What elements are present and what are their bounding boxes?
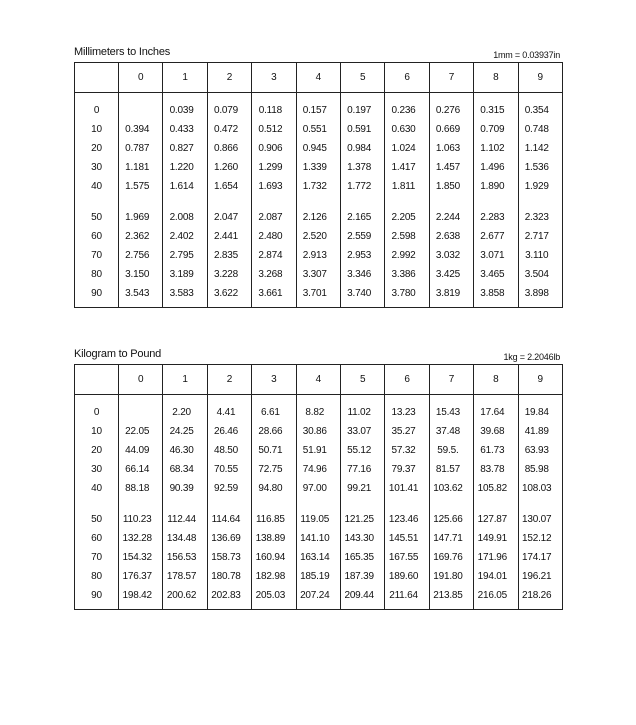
row-label: 40 xyxy=(91,181,102,192)
value-cell: 160.94 xyxy=(252,548,296,567)
value-cell: 143.30 xyxy=(340,529,384,548)
value-cell: 3.622 xyxy=(207,284,251,308)
column-header: 3 xyxy=(252,365,296,395)
row-label: 40 xyxy=(91,483,102,494)
value-cell: 0.512 xyxy=(252,120,296,139)
value-cell: 0.157 xyxy=(296,93,340,121)
value-cell: 50.71 xyxy=(252,441,296,460)
table-row xyxy=(75,246,563,265)
value-cell: 165.35 xyxy=(340,548,384,567)
value-cell: 77.16 xyxy=(340,460,384,479)
mm-to-inches-title: Millimeters to Inches xyxy=(74,46,171,58)
value-cell: 15.43 xyxy=(429,395,473,423)
value-cell: 74.96 xyxy=(296,460,340,479)
column-header: 9 xyxy=(518,63,562,93)
value-cell: 174.17 xyxy=(518,548,562,567)
mm-to-inches-section xyxy=(74,42,562,308)
column-header: 9 xyxy=(518,365,562,395)
value-cell: 1.693 xyxy=(252,177,296,196)
value-cell: 2.165 xyxy=(340,196,384,227)
value-cell: 163.14 xyxy=(296,548,340,567)
column-header: 0 xyxy=(119,63,163,93)
value-cell: 3.819 xyxy=(429,284,473,308)
value-cell: 158.73 xyxy=(207,548,251,567)
column-header: 2 xyxy=(207,365,251,395)
value-cell: 11.02 xyxy=(340,395,384,423)
value-cell: 1.811 xyxy=(385,177,429,196)
value-cell: 200.62 xyxy=(163,586,207,610)
column-header: 4 xyxy=(296,365,340,395)
value-cell: 22.05 xyxy=(119,422,163,441)
column-header: 6 xyxy=(385,365,429,395)
header-row xyxy=(75,63,563,93)
value-cell: 136.69 xyxy=(207,529,251,548)
column-header: 1 xyxy=(163,63,207,93)
column-header: 8 xyxy=(474,63,518,93)
value-cell: 1.732 xyxy=(296,177,340,196)
corner-cell xyxy=(75,365,119,395)
value-cell: 13.23 xyxy=(385,395,429,423)
column-header: 5 xyxy=(340,63,384,93)
value-cell: 2.717 xyxy=(518,227,562,246)
value-cell: 1.614 xyxy=(163,177,207,196)
value-cell: 1.457 xyxy=(429,158,473,177)
value-cell: 119.05 xyxy=(296,498,340,529)
value-cell: 116.85 xyxy=(252,498,296,529)
value-cell: 88.18 xyxy=(119,479,163,498)
value-cell: 2.559 xyxy=(340,227,384,246)
value-cell: 1.654 xyxy=(207,177,251,196)
value-cell: 1.299 xyxy=(252,158,296,177)
value-cell: 194.01 xyxy=(474,567,518,586)
value-cell: 2.362 xyxy=(119,227,163,246)
value-cell: 2.047 xyxy=(207,196,251,227)
table-row xyxy=(75,158,563,177)
value-cell: 2.402 xyxy=(163,227,207,246)
value-cell: 216.05 xyxy=(474,586,518,610)
value-cell: 1.181 xyxy=(119,158,163,177)
row-label: 30 xyxy=(91,162,102,173)
value-cell: 3.071 xyxy=(474,246,518,265)
value-cell: 72.75 xyxy=(252,460,296,479)
value-cell: 0.906 xyxy=(252,139,296,158)
table-row xyxy=(75,498,563,529)
value-cell: 3.661 xyxy=(252,284,296,308)
value-cell: 187.39 xyxy=(340,567,384,586)
value-cell: 90.39 xyxy=(163,479,207,498)
value-cell: 121.25 xyxy=(340,498,384,529)
value-cell: 134.48 xyxy=(163,529,207,548)
value-cell: 211.64 xyxy=(385,586,429,610)
row-label: 50 xyxy=(91,212,102,223)
value-cell: 0.433 xyxy=(163,120,207,139)
value-cell: 2.244 xyxy=(429,196,473,227)
value-cell: 0.630 xyxy=(385,120,429,139)
value-cell: 3.898 xyxy=(518,284,562,308)
value-cell: 1.496 xyxy=(474,158,518,177)
row-label: 70 xyxy=(91,250,102,261)
value-cell: 0.354 xyxy=(518,93,562,121)
value-cell: 2.598 xyxy=(385,227,429,246)
value-cell: 1.142 xyxy=(518,139,562,158)
column-header: 6 xyxy=(385,63,429,93)
value-cell: 3.150 xyxy=(119,265,163,284)
value-cell: 0.945 xyxy=(296,139,340,158)
value-cell: 4.41 xyxy=(207,395,251,423)
value-cell: 37.48 xyxy=(429,422,473,441)
value-cell: 0.591 xyxy=(340,120,384,139)
mm-to-inches-table xyxy=(74,62,563,308)
table-row xyxy=(75,177,563,196)
value-cell: 1.575 xyxy=(119,177,163,196)
value-cell: 79.37 xyxy=(385,460,429,479)
value-cell: 3.583 xyxy=(163,284,207,308)
value-cell: 2.756 xyxy=(119,246,163,265)
value-cell: 2.20 xyxy=(163,395,207,423)
value-cell: 112.44 xyxy=(163,498,207,529)
value-cell: 125.66 xyxy=(429,498,473,529)
table-row xyxy=(75,284,563,308)
value-cell: 17.64 xyxy=(474,395,518,423)
value-cell: 156.53 xyxy=(163,548,207,567)
value-cell: 51.91 xyxy=(296,441,340,460)
row-label: 80 xyxy=(91,269,102,280)
value-cell: 0.276 xyxy=(429,93,473,121)
value-cell: 0.984 xyxy=(340,139,384,158)
value-cell: 2.283 xyxy=(474,196,518,227)
column-header: 1 xyxy=(163,365,207,395)
value-cell: 0.315 xyxy=(474,93,518,121)
value-cell: 3.465 xyxy=(474,265,518,284)
value-cell: 110.23 xyxy=(119,498,163,529)
table-row xyxy=(75,548,563,567)
value-cell: 48.50 xyxy=(207,441,251,460)
kg-to-pound-header xyxy=(74,344,562,364)
value-cell: 145.51 xyxy=(385,529,429,548)
value-cell: 2.992 xyxy=(385,246,429,265)
value-cell: 81.57 xyxy=(429,460,473,479)
value-cell: 0.748 xyxy=(518,120,562,139)
value-cell: 1.378 xyxy=(340,158,384,177)
value-cell: 1.339 xyxy=(296,158,340,177)
value-cell: 6.61 xyxy=(252,395,296,423)
value-cell: 2.480 xyxy=(252,227,296,246)
table-row xyxy=(75,227,563,246)
corner-cell xyxy=(75,63,119,93)
value-cell: 3.425 xyxy=(429,265,473,284)
value-cell: 0.472 xyxy=(207,120,251,139)
value-cell: 57.32 xyxy=(385,441,429,460)
value-cell: 138.89 xyxy=(252,529,296,548)
kg-to-pound-factor: 1kg = 2.2046lb xyxy=(503,352,560,362)
table-row xyxy=(75,479,563,498)
value-cell: 3.543 xyxy=(119,284,163,308)
value-cell: 141.10 xyxy=(296,529,340,548)
value-cell: 101.41 xyxy=(385,479,429,498)
column-header: 8 xyxy=(474,365,518,395)
value-cell: 3.346 xyxy=(340,265,384,284)
value-cell: 35.27 xyxy=(385,422,429,441)
value-cell: 167.55 xyxy=(385,548,429,567)
row-label: 70 xyxy=(91,552,102,563)
table-row xyxy=(75,529,563,548)
value-cell: 70.55 xyxy=(207,460,251,479)
value-cell: 0.079 xyxy=(207,93,251,121)
value-cell: 59.5. xyxy=(429,441,473,460)
value-cell: 3.228 xyxy=(207,265,251,284)
row-label: 10 xyxy=(91,426,102,437)
value-cell: 1.417 xyxy=(385,158,429,177)
value-cell: 92.59 xyxy=(207,479,251,498)
value-cell: 3.780 xyxy=(385,284,429,308)
table-row xyxy=(75,265,563,284)
value-cell: 185.19 xyxy=(296,567,340,586)
value-cell: 97.00 xyxy=(296,479,340,498)
column-header: 0 xyxy=(119,365,163,395)
value-cell: 0.787 xyxy=(119,139,163,158)
value-cell: 1.929 xyxy=(518,177,562,196)
value-cell: 2.795 xyxy=(163,246,207,265)
value-cell: 46.30 xyxy=(163,441,207,460)
value-cell: 1.850 xyxy=(429,177,473,196)
table-row xyxy=(75,586,563,610)
value-cell: 99.21 xyxy=(340,479,384,498)
value-cell: 24.25 xyxy=(163,422,207,441)
value-cell: 3.701 xyxy=(296,284,340,308)
value-cell: 202.83 xyxy=(207,586,251,610)
value-cell: 147.71 xyxy=(429,529,473,548)
value-cell: 3.032 xyxy=(429,246,473,265)
value-cell: 1.772 xyxy=(340,177,384,196)
value-cell: 3.189 xyxy=(163,265,207,284)
value-cell: 3.110 xyxy=(518,246,562,265)
value-cell: 63.93 xyxy=(518,441,562,460)
row-label: 20 xyxy=(91,445,102,456)
value-cell: 108.03 xyxy=(518,479,562,498)
value-cell: 132.28 xyxy=(119,529,163,548)
table-row xyxy=(75,395,563,423)
table-row xyxy=(75,441,563,460)
value-cell: 209.44 xyxy=(340,586,384,610)
value-cell: 114.64 xyxy=(207,498,251,529)
value-cell: 3.307 xyxy=(296,265,340,284)
value-cell: 0.827 xyxy=(163,139,207,158)
column-header: 2 xyxy=(207,63,251,93)
kg-to-pound-section xyxy=(74,344,562,610)
row-label: 30 xyxy=(91,464,102,475)
table-row xyxy=(75,139,563,158)
value-cell: 2.205 xyxy=(385,196,429,227)
value-cell: 1.890 xyxy=(474,177,518,196)
value-cell: 178.57 xyxy=(163,567,207,586)
row-label: 90 xyxy=(91,590,102,601)
value-cell: 44.09 xyxy=(119,441,163,460)
table-row xyxy=(75,93,563,121)
value-cell: 218.26 xyxy=(518,586,562,610)
value-cell: 1.063 xyxy=(429,139,473,158)
value-cell: 2.087 xyxy=(252,196,296,227)
value-cell: 1.220 xyxy=(163,158,207,177)
value-cell: 55.12 xyxy=(340,441,384,460)
value-cell: 152.12 xyxy=(518,529,562,548)
value-cell: 123.46 xyxy=(385,498,429,529)
value-cell: 189.60 xyxy=(385,567,429,586)
row-label: 10 xyxy=(91,124,102,135)
value-cell: 2.835 xyxy=(207,246,251,265)
value-cell: 154.32 xyxy=(119,548,163,567)
table-row xyxy=(75,196,563,227)
value-cell: 66.14 xyxy=(119,460,163,479)
value-cell: 0.236 xyxy=(385,93,429,121)
value-cell: 171.96 xyxy=(474,548,518,567)
value-cell: 19.84 xyxy=(518,395,562,423)
value-cell: 205.03 xyxy=(252,586,296,610)
value-cell: 169.76 xyxy=(429,548,473,567)
value-cell: 0.118 xyxy=(252,93,296,121)
kg-to-pound-title: Kilogram to Pound xyxy=(74,348,162,360)
value-cell: 3.268 xyxy=(252,265,296,284)
table-row xyxy=(75,422,563,441)
value-cell: 105.82 xyxy=(474,479,518,498)
value-cell: 2.953 xyxy=(340,246,384,265)
row-label: 80 xyxy=(91,571,102,582)
value-cell: 68.34 xyxy=(163,460,207,479)
value-cell: 3.740 xyxy=(340,284,384,308)
value-cell: 196.21 xyxy=(518,567,562,586)
value-cell: 2.323 xyxy=(518,196,562,227)
value-cell: 2.677 xyxy=(474,227,518,246)
column-header: 7 xyxy=(429,365,473,395)
value-cell: 2.441 xyxy=(207,227,251,246)
value-cell: 0.039 xyxy=(163,93,207,121)
value-cell: 33.07 xyxy=(340,422,384,441)
value-cell: 8.82 xyxy=(296,395,340,423)
row-label: 0 xyxy=(93,407,100,418)
value-cell: 83.78 xyxy=(474,460,518,479)
value-cell: 213.85 xyxy=(429,586,473,610)
value-cell: 41.89 xyxy=(518,422,562,441)
column-header: 5 xyxy=(340,365,384,395)
value-cell: 127.87 xyxy=(474,498,518,529)
value-cell: 2.126 xyxy=(296,196,340,227)
table-row xyxy=(75,460,563,479)
header-row xyxy=(75,365,563,395)
value-cell: 26.46 xyxy=(207,422,251,441)
value-cell: 103.62 xyxy=(429,479,473,498)
value-cell: 176.37 xyxy=(119,567,163,586)
row-label: 90 xyxy=(91,288,102,299)
row-label: 20 xyxy=(91,143,102,154)
value-cell: 39.68 xyxy=(474,422,518,441)
value-cell: 30.86 xyxy=(296,422,340,441)
value-cell: 207.24 xyxy=(296,586,340,610)
value-cell xyxy=(119,93,163,121)
value-cell: 2.520 xyxy=(296,227,340,246)
table-row xyxy=(75,120,563,139)
value-cell: 1.024 xyxy=(385,139,429,158)
value-cell: 1.536 xyxy=(518,158,562,177)
column-header: 4 xyxy=(296,63,340,93)
value-cell: 1.969 xyxy=(119,196,163,227)
value-cell: 3.858 xyxy=(474,284,518,308)
value-cell: 0.197 xyxy=(340,93,384,121)
mm-to-inches-factor: 1mm = 0.03937in xyxy=(493,50,560,60)
value-cell xyxy=(119,395,163,423)
column-header: 3 xyxy=(252,63,296,93)
value-cell: 0.709 xyxy=(474,120,518,139)
value-cell: 130.07 xyxy=(518,498,562,529)
value-cell: 198.42 xyxy=(119,586,163,610)
value-cell: 94.80 xyxy=(252,479,296,498)
table-row xyxy=(75,567,563,586)
row-label: 50 xyxy=(91,514,102,525)
row-label: 60 xyxy=(91,533,102,544)
value-cell: 0.551 xyxy=(296,120,340,139)
value-cell: 2.638 xyxy=(429,227,473,246)
value-cell: 180.78 xyxy=(207,567,251,586)
value-cell: 0.866 xyxy=(207,139,251,158)
value-cell: 182.98 xyxy=(252,567,296,586)
value-cell: 3.386 xyxy=(385,265,429,284)
value-cell: 2.913 xyxy=(296,246,340,265)
row-label: 60 xyxy=(91,231,102,242)
value-cell: 85.98 xyxy=(518,460,562,479)
row-label: 0 xyxy=(93,105,100,116)
value-cell: 28.66 xyxy=(252,422,296,441)
value-cell: 3.504 xyxy=(518,265,562,284)
value-cell: 1.102 xyxy=(474,139,518,158)
value-cell: 2.008 xyxy=(163,196,207,227)
value-cell: 2.874 xyxy=(252,246,296,265)
value-cell: 1.260 xyxy=(207,158,251,177)
value-cell: 191.80 xyxy=(429,567,473,586)
mm-to-inches-header xyxy=(74,42,562,62)
value-cell: 0.669 xyxy=(429,120,473,139)
value-cell: 61.73 xyxy=(474,441,518,460)
kg-to-pound-table xyxy=(74,364,563,610)
column-header: 7 xyxy=(429,63,473,93)
value-cell: 149.91 xyxy=(474,529,518,548)
value-cell: 0.394 xyxy=(119,120,163,139)
